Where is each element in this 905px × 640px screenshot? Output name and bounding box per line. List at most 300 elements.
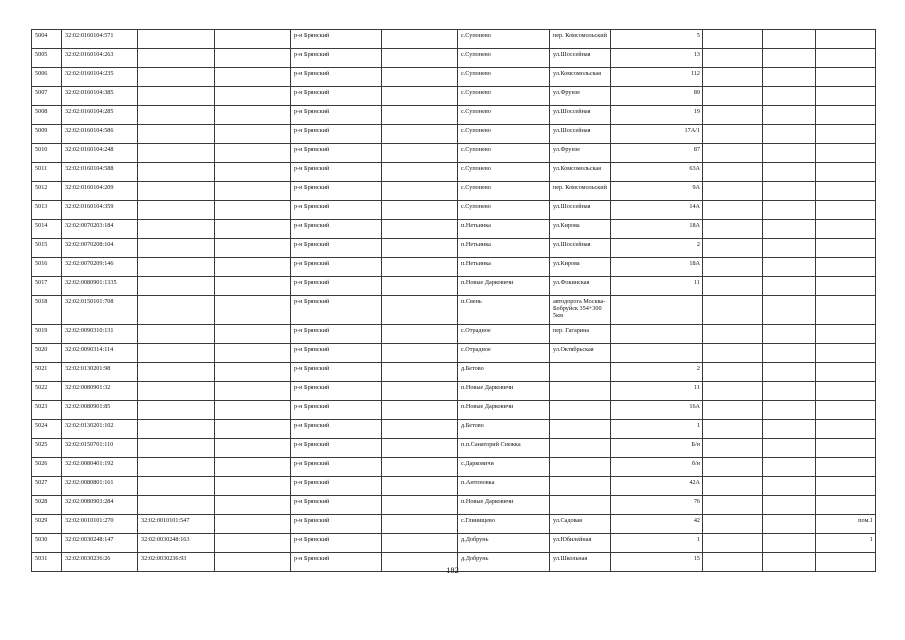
locality-cell: с.Супонево	[458, 30, 550, 49]
empty-cell-cell	[382, 458, 458, 477]
house-number-cell: 9А	[611, 182, 703, 201]
related-cadastral-number-cell	[138, 201, 215, 220]
table-row	[32, 201, 876, 220]
cadastral-number-cell: 32:02:0150101:708	[62, 296, 138, 325]
related-cadastral-number-cell	[138, 477, 215, 496]
locality-cell: д.Бетово	[458, 420, 550, 439]
cadastral-number-cell: 32:02:0080401:192	[62, 458, 138, 477]
apartment-cell	[816, 201, 876, 220]
empty-cell-cell	[215, 277, 291, 296]
empty-cell-cell	[382, 163, 458, 182]
empty-cell-cell	[382, 144, 458, 163]
cadastral-number-cell: 32:02:0080903:284	[62, 496, 138, 515]
apartment-cell	[816, 325, 876, 344]
cadastral-number-cell: 32:02:0160104:359	[62, 201, 138, 220]
row-number-cell: 5006	[32, 68, 62, 87]
house-number-cell	[611, 296, 703, 325]
street-cell: ул.Фокинская	[550, 277, 611, 296]
house-number-cell: 1	[611, 420, 703, 439]
apartment-cell	[816, 477, 876, 496]
apartment-cell	[816, 87, 876, 106]
district-cell: р-н Брянский	[291, 106, 382, 125]
empty-cell-cell	[382, 477, 458, 496]
register-sheet	[31, 29, 876, 572]
table-row	[32, 68, 876, 87]
table-row	[32, 382, 876, 401]
empty-cell-cell	[215, 258, 291, 277]
related-cadastral-number-cell	[138, 258, 215, 277]
related-cadastral-number-cell	[138, 30, 215, 49]
apartment-cell	[816, 220, 876, 239]
related-cadastral-number-cell	[138, 220, 215, 239]
empty-cell-cell	[763, 363, 816, 382]
empty-cell-cell	[215, 125, 291, 144]
house-number-cell: 11	[611, 277, 703, 296]
empty-cell-cell	[703, 420, 763, 439]
apartment-cell	[816, 439, 876, 458]
house-number-cell: 112	[611, 68, 703, 87]
row-number-cell: 5018	[32, 296, 62, 325]
locality-cell: с.Супонево	[458, 144, 550, 163]
empty-cell-cell	[763, 534, 816, 553]
apartment-cell	[816, 49, 876, 68]
table-row	[32, 106, 876, 125]
related-cadastral-number-cell	[138, 182, 215, 201]
empty-cell-cell	[763, 496, 816, 515]
street-cell	[550, 420, 611, 439]
locality-cell: п.Нетьинка	[458, 220, 550, 239]
street-cell: ул.Фрунзе	[550, 144, 611, 163]
street-cell: пер. Комсомольский	[550, 182, 611, 201]
district-cell: р-н Брянский	[291, 553, 382, 572]
table-row	[32, 220, 876, 239]
locality-cell: п.Новые Дарковичи	[458, 496, 550, 515]
empty-cell-cell	[382, 515, 458, 534]
table-row	[32, 363, 876, 382]
house-number-cell: 17А/1	[611, 125, 703, 144]
empty-cell-cell	[763, 277, 816, 296]
locality-cell: с.Отрадное	[458, 325, 550, 344]
empty-cell-cell	[703, 30, 763, 49]
empty-cell-cell	[703, 144, 763, 163]
empty-cell-cell	[215, 344, 291, 363]
apartment-cell	[816, 239, 876, 258]
cadastral-number-cell: 32:02:0080901:32	[62, 382, 138, 401]
empty-cell-cell	[763, 144, 816, 163]
district-cell: р-н Брянский	[291, 325, 382, 344]
house-number-cell: 5	[611, 30, 703, 49]
empty-cell-cell	[763, 68, 816, 87]
row-number-cell: 5014	[32, 220, 62, 239]
locality-cell: с.Отрадное	[458, 344, 550, 363]
empty-cell-cell	[763, 125, 816, 144]
street-cell: ул.Комсомольская	[550, 68, 611, 87]
empty-cell-cell	[703, 496, 763, 515]
row-number-cell: 5007	[32, 87, 62, 106]
row-number-cell: 5025	[32, 439, 62, 458]
empty-cell-cell	[703, 534, 763, 553]
row-number-cell: 5021	[32, 363, 62, 382]
table-row	[32, 344, 876, 363]
empty-cell-cell	[763, 182, 816, 201]
locality-cell: п.Антоновка	[458, 477, 550, 496]
empty-cell-cell	[703, 182, 763, 201]
district-cell: р-н Брянский	[291, 30, 382, 49]
table-row	[32, 325, 876, 344]
cadastral-number-cell: 32:02:0130201:102	[62, 420, 138, 439]
related-cadastral-number-cell	[138, 106, 215, 125]
empty-cell-cell	[763, 106, 816, 125]
empty-cell-cell	[215, 496, 291, 515]
street-cell: ул.Садовая	[550, 515, 611, 534]
apartment-cell	[816, 296, 876, 325]
apartment-cell: пом.1	[816, 515, 876, 534]
street-cell: ул.Октябрьская	[550, 344, 611, 363]
district-cell: р-н Брянский	[291, 220, 382, 239]
locality-cell: д.Добрунь	[458, 553, 550, 572]
table-row	[32, 239, 876, 258]
empty-cell-cell	[382, 344, 458, 363]
empty-cell-cell	[382, 68, 458, 87]
empty-cell-cell	[215, 239, 291, 258]
locality-cell: с.Супонево	[458, 125, 550, 144]
cadastral-number-cell: 32:02:0070208:104	[62, 239, 138, 258]
related-cadastral-number-cell	[138, 68, 215, 87]
apartment-cell	[816, 258, 876, 277]
related-cadastral-number-cell	[138, 496, 215, 515]
empty-cell-cell	[763, 458, 816, 477]
row-number-cell: 5004	[32, 30, 62, 49]
table-row	[32, 277, 876, 296]
district-cell: р-н Брянский	[291, 496, 382, 515]
apartment-cell	[816, 144, 876, 163]
empty-cell-cell	[215, 401, 291, 420]
empty-cell-cell	[703, 477, 763, 496]
apartment-cell	[816, 401, 876, 420]
cadastral-number-cell: 32:02:0160104:385	[62, 87, 138, 106]
empty-cell-cell	[382, 296, 458, 325]
empty-cell-cell	[215, 420, 291, 439]
street-cell: ул.Кирова	[550, 220, 611, 239]
apartment-cell	[816, 68, 876, 87]
row-number-cell: 5031	[32, 553, 62, 572]
empty-cell-cell	[703, 382, 763, 401]
empty-cell-cell	[382, 401, 458, 420]
table-row	[32, 458, 876, 477]
apartment-cell	[816, 106, 876, 125]
row-number-cell: 5024	[32, 420, 62, 439]
empty-cell-cell	[382, 277, 458, 296]
locality-cell: с.Глинищево	[458, 515, 550, 534]
street-cell: ул.Шоссейная	[550, 106, 611, 125]
related-cadastral-number-cell	[138, 239, 215, 258]
street-cell	[550, 458, 611, 477]
empty-cell-cell	[215, 382, 291, 401]
cadastral-number-cell: 32:02:0010101:270	[62, 515, 138, 534]
empty-cell-cell	[215, 182, 291, 201]
related-cadastral-number-cell: 32:02:0030236:93	[138, 553, 215, 572]
locality-cell: с.Супонево	[458, 68, 550, 87]
empty-cell-cell	[763, 220, 816, 239]
apartment-cell	[816, 363, 876, 382]
street-cell: пер. Гагарина	[550, 325, 611, 344]
house-number-cell: 2	[611, 239, 703, 258]
locality-cell: с.Супонево	[458, 163, 550, 182]
empty-cell-cell	[215, 144, 291, 163]
cadastral-number-cell: 32:02:0160104:588	[62, 163, 138, 182]
locality-cell: п.Новые Дарковичи	[458, 401, 550, 420]
row-number-cell: 5010	[32, 144, 62, 163]
empty-cell-cell	[703, 344, 763, 363]
district-cell: р-н Брянский	[291, 534, 382, 553]
empty-cell-cell	[382, 258, 458, 277]
empty-cell-cell	[703, 515, 763, 534]
apartment-cell	[816, 496, 876, 515]
cadastral-number-cell: 32:02:0160104:285	[62, 106, 138, 125]
street-cell: ул.Шоссейная	[550, 49, 611, 68]
street-cell	[550, 401, 611, 420]
locality-cell: с.Супонево	[458, 106, 550, 125]
related-cadastral-number-cell	[138, 401, 215, 420]
empty-cell-cell	[215, 458, 291, 477]
apartment-cell	[816, 163, 876, 182]
empty-cell-cell	[382, 239, 458, 258]
street-cell	[550, 363, 611, 382]
district-cell: р-н Брянский	[291, 68, 382, 87]
apartment-cell	[816, 182, 876, 201]
table-row	[32, 258, 876, 277]
empty-cell-cell	[215, 106, 291, 125]
empty-cell-cell	[763, 87, 816, 106]
related-cadastral-number-cell	[138, 325, 215, 344]
empty-cell-cell	[382, 496, 458, 515]
empty-cell-cell	[703, 458, 763, 477]
row-number-cell: 5030	[32, 534, 62, 553]
empty-cell-cell	[703, 201, 763, 220]
street-cell	[550, 496, 611, 515]
house-number-cell: 42	[611, 515, 703, 534]
district-cell: р-н Брянский	[291, 163, 382, 182]
row-number-cell: 5015	[32, 239, 62, 258]
row-number-cell: 5019	[32, 325, 62, 344]
empty-cell-cell	[215, 68, 291, 87]
empty-cell-cell	[215, 325, 291, 344]
related-cadastral-number-cell	[138, 87, 215, 106]
empty-cell-cell	[703, 68, 763, 87]
apartment-cell	[816, 30, 876, 49]
table-row	[32, 30, 876, 49]
house-number-cell: 2	[611, 363, 703, 382]
locality-cell: с.Дарковичи	[458, 458, 550, 477]
row-number-cell: 5020	[32, 344, 62, 363]
locality-cell: п.п.Санаторий Снежка	[458, 439, 550, 458]
district-cell: р-н Брянский	[291, 87, 382, 106]
table-row	[32, 296, 876, 325]
empty-cell-cell	[703, 106, 763, 125]
district-cell: р-н Брянский	[291, 296, 382, 325]
district-cell: р-н Брянский	[291, 420, 382, 439]
empty-cell-cell	[703, 296, 763, 325]
street-cell: ул.Шоссейная	[550, 201, 611, 220]
related-cadastral-number-cell	[138, 144, 215, 163]
row-number-cell: 5013	[32, 201, 62, 220]
cadastral-number-cell: 32:02:0160104:571	[62, 30, 138, 49]
related-cadastral-number-cell: 32:02:0010101:547	[138, 515, 215, 534]
street-cell: ул.Комсомольская	[550, 163, 611, 182]
apartment-cell	[816, 458, 876, 477]
cadastral-number-cell: 32:02:0080901:85	[62, 401, 138, 420]
district-cell: р-н Брянский	[291, 439, 382, 458]
empty-cell-cell	[382, 363, 458, 382]
related-cadastral-number-cell	[138, 439, 215, 458]
empty-cell-cell	[703, 401, 763, 420]
empty-cell-cell	[763, 239, 816, 258]
street-cell: ул.Кирова	[550, 258, 611, 277]
house-number-cell: 11	[611, 382, 703, 401]
district-cell: р-н Брянский	[291, 401, 382, 420]
house-number-cell: 42А	[611, 477, 703, 496]
empty-cell-cell	[703, 239, 763, 258]
district-cell: р-н Брянский	[291, 201, 382, 220]
row-number-cell: 5011	[32, 163, 62, 182]
empty-cell-cell	[382, 439, 458, 458]
related-cadastral-number-cell	[138, 163, 215, 182]
related-cadastral-number-cell	[138, 49, 215, 68]
locality-cell: п.Новые Дарковичи	[458, 277, 550, 296]
related-cadastral-number-cell	[138, 277, 215, 296]
related-cadastral-number-cell	[138, 363, 215, 382]
house-number-cell: 18А	[611, 220, 703, 239]
related-cadastral-number-cell: 32:02:0030248:163	[138, 534, 215, 553]
empty-cell-cell	[215, 220, 291, 239]
row-number-cell: 5016	[32, 258, 62, 277]
street-cell: ул.Шоссейная	[550, 125, 611, 144]
street-cell	[550, 382, 611, 401]
district-cell: р-н Брянский	[291, 344, 382, 363]
table-row	[32, 49, 876, 68]
locality-cell: п.Нетьинка	[458, 239, 550, 258]
district-cell: р-н Брянский	[291, 144, 382, 163]
empty-cell-cell	[703, 220, 763, 239]
district-cell: р-н Брянский	[291, 125, 382, 144]
related-cadastral-number-cell	[138, 296, 215, 325]
related-cadastral-number-cell	[138, 344, 215, 363]
district-cell: р-н Брянский	[291, 49, 382, 68]
locality-cell: с.Супонево	[458, 49, 550, 68]
house-number-cell: 89	[611, 87, 703, 106]
row-number-cell: 5027	[32, 477, 62, 496]
district-cell: р-н Брянский	[291, 363, 382, 382]
cadastral-number-cell: 32:02:0030248:147	[62, 534, 138, 553]
cadastral-number-cell: 32:02:0150701:110	[62, 439, 138, 458]
district-cell: р-н Брянский	[291, 182, 382, 201]
empty-cell-cell	[703, 325, 763, 344]
district-cell: р-н Брянский	[291, 477, 382, 496]
cadastral-number-cell: 32:02:0030236:26	[62, 553, 138, 572]
locality-cell: д.Добрунь	[458, 534, 550, 553]
empty-cell-cell	[215, 515, 291, 534]
locality-cell: с.Супонево	[458, 87, 550, 106]
row-number-cell: 5005	[32, 49, 62, 68]
table-row	[32, 182, 876, 201]
empty-cell-cell	[215, 296, 291, 325]
cadastral-number-cell: 32:02:0070203:184	[62, 220, 138, 239]
empty-cell-cell	[215, 477, 291, 496]
empty-cell-cell	[763, 477, 816, 496]
street-cell: ул.Шоссейная	[550, 239, 611, 258]
cadastral-number-cell: 32:02:0090310:131	[62, 325, 138, 344]
apartment-cell: 1	[816, 534, 876, 553]
related-cadastral-number-cell	[138, 382, 215, 401]
property-register-table	[31, 29, 876, 572]
house-number-cell: 15	[611, 553, 703, 572]
table-row	[32, 144, 876, 163]
empty-cell-cell	[703, 87, 763, 106]
street-cell: автодорога Москва-Бобруйск 354+300 5км	[550, 296, 611, 325]
cadastral-number-cell: 32:02:0160104:586	[62, 125, 138, 144]
locality-cell: п.Свень	[458, 296, 550, 325]
related-cadastral-number-cell	[138, 458, 215, 477]
house-number-cell: 14А	[611, 201, 703, 220]
table-row	[32, 477, 876, 496]
empty-cell-cell	[763, 420, 816, 439]
cadastral-number-cell: 32:02:0160104:248	[62, 144, 138, 163]
house-number-cell: 76	[611, 496, 703, 515]
district-cell: р-н Брянский	[291, 258, 382, 277]
empty-cell-cell	[703, 258, 763, 277]
empty-cell-cell	[382, 182, 458, 201]
empty-cell-cell	[763, 258, 816, 277]
cadastral-number-cell: 32:02:0090314:114	[62, 344, 138, 363]
table-row	[32, 534, 876, 553]
table-body	[32, 30, 876, 572]
empty-cell-cell	[215, 87, 291, 106]
cadastral-number-cell: 32:02:0160104:263	[62, 49, 138, 68]
house-number-cell	[611, 325, 703, 344]
district-cell: р-н Брянский	[291, 458, 382, 477]
empty-cell-cell	[382, 106, 458, 125]
row-number-cell: 5017	[32, 277, 62, 296]
apartment-cell	[816, 277, 876, 296]
house-number-cell: 19	[611, 106, 703, 125]
related-cadastral-number-cell	[138, 125, 215, 144]
cadastral-number-cell: 32:02:0160104:209	[62, 182, 138, 201]
empty-cell-cell	[382, 125, 458, 144]
empty-cell-cell	[382, 201, 458, 220]
house-number-cell	[611, 344, 703, 363]
empty-cell-cell	[215, 363, 291, 382]
row-number-cell: 5008	[32, 106, 62, 125]
empty-cell-cell	[215, 201, 291, 220]
table-row	[32, 515, 876, 534]
empty-cell-cell	[763, 30, 816, 49]
empty-cell-cell	[382, 87, 458, 106]
locality-cell: п.Новые Дарковичи	[458, 382, 550, 401]
empty-cell-cell	[382, 382, 458, 401]
empty-cell-cell	[703, 125, 763, 144]
empty-cell-cell	[763, 382, 816, 401]
district-cell: р-н Брянский	[291, 277, 382, 296]
street-cell: ул.Школьная	[550, 553, 611, 572]
street-cell	[550, 477, 611, 496]
empty-cell-cell	[382, 325, 458, 344]
table-row	[32, 439, 876, 458]
apartment-cell	[816, 125, 876, 144]
empty-cell-cell	[703, 439, 763, 458]
cadastral-number-cell: 32:02:0070209:146	[62, 258, 138, 277]
house-number-cell: 1	[611, 534, 703, 553]
empty-cell-cell	[703, 363, 763, 382]
